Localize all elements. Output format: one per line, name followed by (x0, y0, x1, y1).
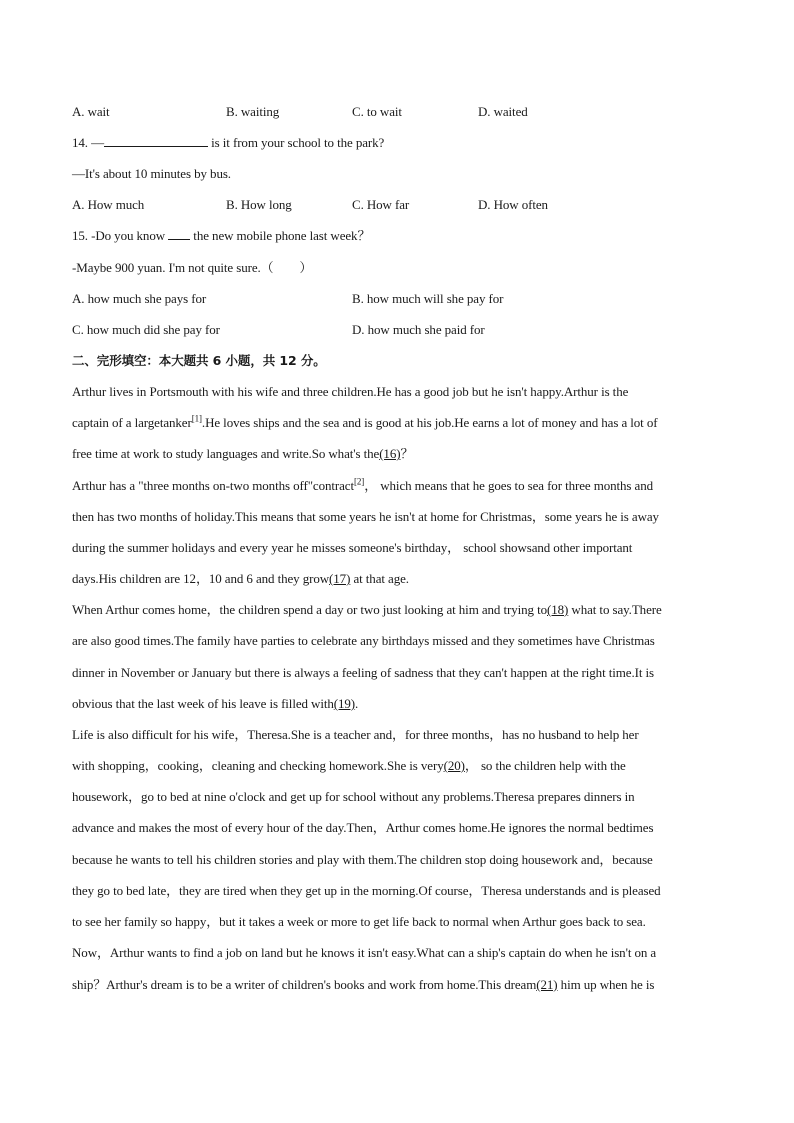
q14-stem (72, 133, 722, 153)
passage-text: Arthur has a "three months on-two months off"contract (72, 478, 354, 493)
passage-text: . (355, 696, 359, 711)
passage-line: they go to bed late，they are tired when they get up in the morning.Of course，Theresa understands and is pleased (72, 883, 661, 898)
passage-line (72, 444, 722, 464)
section-point-count: 12 (279, 353, 297, 368)
q14-number: 14. — (72, 135, 105, 150)
passage-line: are also good times.The family have parties to celebrate any birthdays missed and they sometimes have Christmas (72, 633, 655, 648)
q15-stem-after: the new mobile phone last week？ (190, 228, 371, 243)
passage-line: housework，go to bed at nine o'clock and get up for school without any problems.Theresa prepares dinners in (72, 789, 635, 804)
q15-options-row1 (72, 289, 722, 309)
q14-blank[interactable] (104, 134, 208, 147)
passage-text: When Arthur comes home，the children spend a day or two just looking at him and trying to (72, 602, 547, 617)
passage-line (72, 413, 722, 433)
passage-text: what to say.There (568, 602, 662, 617)
q14-option-c[interactable]: C. How far (352, 197, 410, 212)
passage-text: obvious that the last week of his leave is filled with (72, 696, 334, 711)
passage-line: advance and makes the most of every hour of the day.Then，Arthur comes home.He ignores the normal bedtimes (72, 820, 654, 835)
passage-text: him up when he is (557, 977, 655, 992)
passage-line: then has two months of holiday.This means that some years he isn't at home for Christmas，some years he is away (72, 509, 659, 524)
q14-answer-line: —It's about 10 minutes by bus. (72, 166, 231, 181)
section-question-count: 6 (212, 353, 222, 368)
q13-option-b[interactable]: B. waiting (226, 104, 280, 119)
q14-option-a[interactable]: A. How much (72, 197, 145, 212)
cloze-blank-16[interactable]: (16) (379, 446, 401, 461)
q14-stem-text: is it from your school to the park? (208, 135, 385, 150)
q15-stem-before: 15. -Do you know (72, 228, 169, 243)
passage-line (72, 569, 722, 589)
q13-option-c[interactable]: C. to wait (352, 104, 402, 119)
passage-text: ， so the children help with the (464, 758, 626, 773)
q15-option-d[interactable]: D. how much she paid for (352, 322, 485, 337)
passage-line (72, 756, 722, 776)
passage-text: ， which means that he goes to sea for three months and (364, 478, 654, 493)
cloze-blank-18[interactable]: (18) (547, 602, 569, 617)
cloze-blank-21[interactable]: (21) (536, 977, 558, 992)
cloze-blank-17[interactable]: (17) (329, 571, 351, 586)
passage-text: .He loves ships and the sea and is good at his job.He earns a lot of money and has a lot of (201, 415, 658, 430)
cloze-blank-20[interactable]: (20) (443, 758, 465, 773)
section-heading-prefix: 二、完形填空：本大题共 (72, 353, 213, 368)
q15-option-c[interactable]: C. how much did she pay for (72, 322, 220, 337)
section-heading-suffix: 分。 (296, 353, 326, 368)
footnote-ref[interactable]: [2] (353, 476, 365, 487)
q14-option-d[interactable]: D. How often (478, 197, 548, 212)
q15-option-b[interactable]: B. how much will she pay for (352, 291, 504, 306)
passage-line: Arthur lives in Portsmouth with his wife and three children.He has a good job but he isn't happy.Arthur is the (72, 384, 629, 399)
cloze-blank-19[interactable]: (19) (333, 696, 356, 711)
passage-text: ？ (400, 446, 414, 461)
q14-option-b[interactable]: B. How long (226, 197, 292, 212)
footnote-ref[interactable]: [1] (191, 413, 202, 424)
passage-text: ship？Arthur's dream is to be a writer of children's books and work from home.This dream (72, 977, 537, 992)
passage-text: days.His children are 12，10 and 6 and they grow (72, 571, 330, 586)
passage-line: dinner in November or January but there is always a feeling of sadness that they can't happen at the right time.It is (72, 665, 654, 680)
passage-line: during the summer holidays and every year he misses someone's birthday， school showsand other important (72, 540, 633, 555)
passage-line (72, 476, 722, 496)
passage-line: Life is also difficult for his wife，Theresa.She is a teacher and，for three months，has no husband to help her (72, 727, 639, 742)
q15-option-a[interactable]: A. how much she pays for (72, 291, 207, 306)
q15-options-row2 (72, 320, 722, 340)
q13-options (72, 102, 722, 122)
passage-line: Now，Arthur wants to find a job on land but he knows it isn't easy.What can a ship's captain do when he isn't on a (72, 945, 657, 960)
q13-option-d[interactable]: D. waited (478, 104, 528, 119)
passage-text: captain of a largetanker (72, 415, 192, 430)
passage-text: at that age. (350, 571, 409, 586)
passage-line: to see her family so happy，but it takes a week or more to get life back to normal when Arthur goes back to sea. (72, 914, 646, 929)
q15-blank[interactable] (168, 227, 190, 240)
passage-line (72, 600, 722, 620)
passage-line (72, 694, 722, 714)
section-heading (72, 351, 722, 371)
passage-text: free time at work to study languages and write.So what's the (72, 446, 380, 461)
q14-options (72, 195, 722, 215)
q15-stem (72, 226, 722, 246)
section-heading-middle: 小题，共 (221, 353, 280, 368)
q15-answer-line: -Maybe 900 yuan. I'm not quite sure.（ ） (72, 260, 313, 275)
q13-option-a[interactable]: A. wait (72, 104, 110, 119)
passage-line: because he wants to tell his children stories and play with them.The children stop doing housework and，because (72, 852, 653, 867)
passage-line (72, 975, 722, 995)
passage-text: with shopping，cooking，cleaning and checking homework.She is very (72, 758, 444, 773)
